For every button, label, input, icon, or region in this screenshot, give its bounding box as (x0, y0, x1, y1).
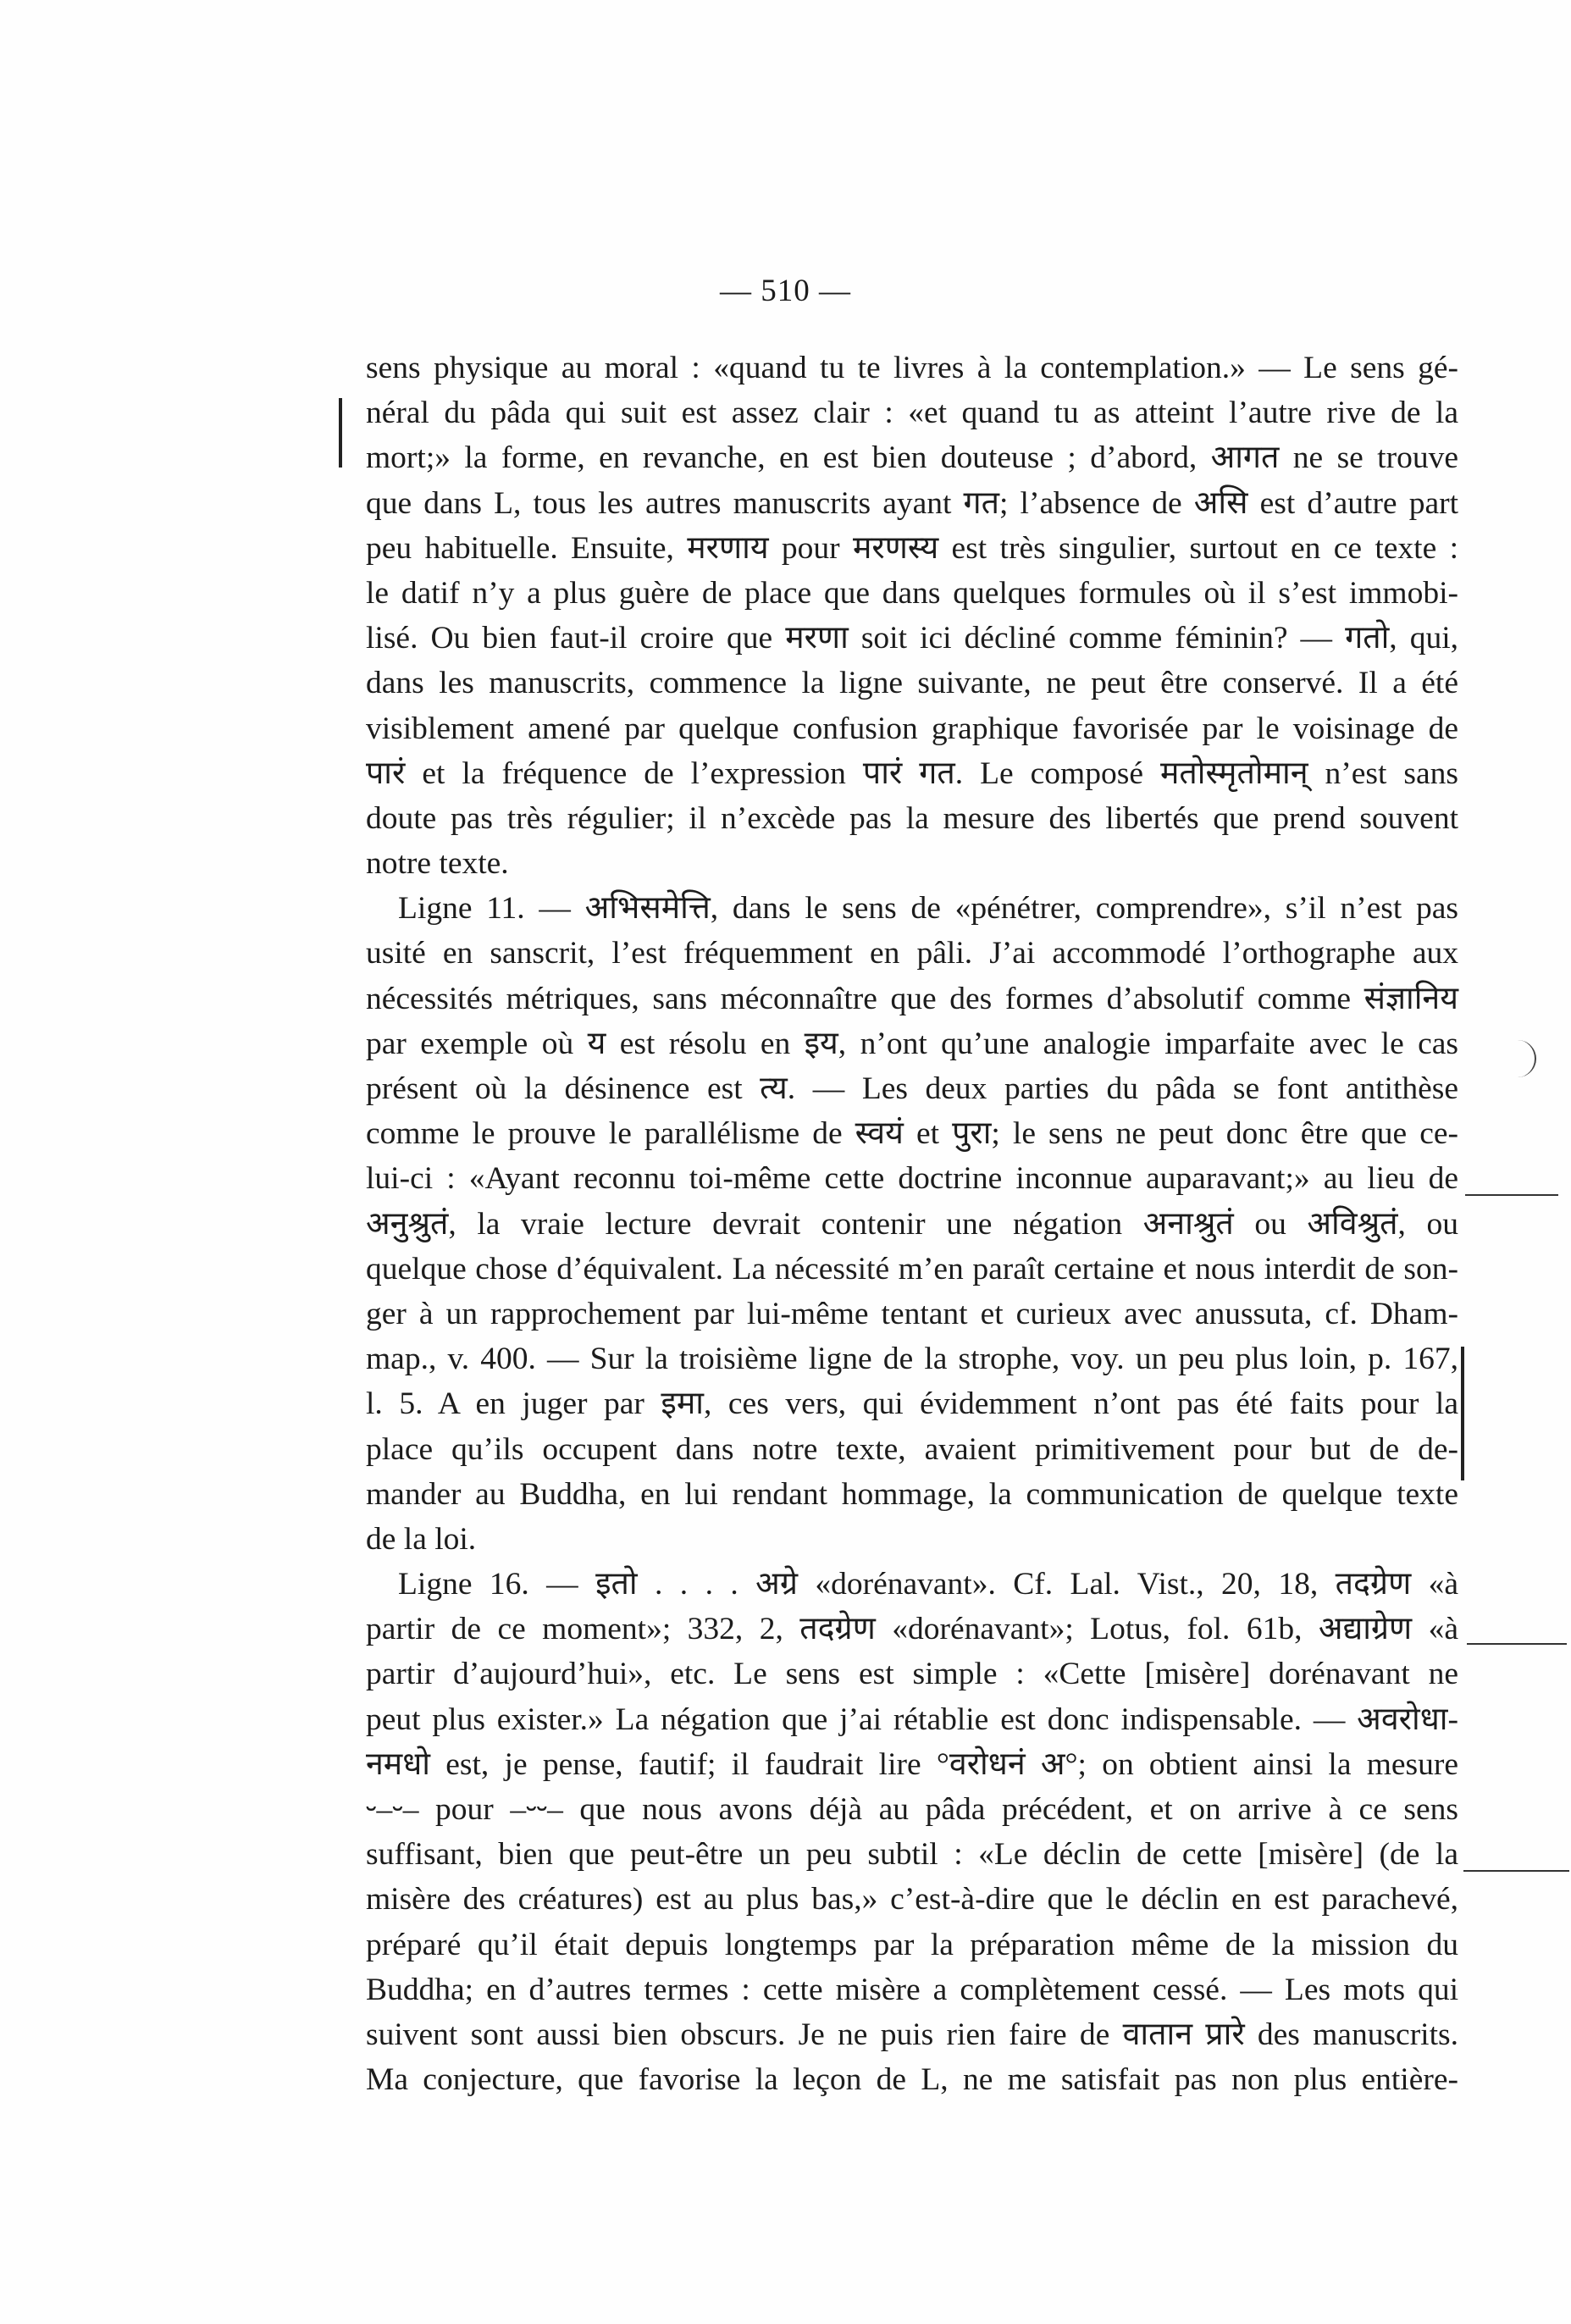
margin-bracket-left (339, 398, 342, 468)
text-line: lui-ci : «Ayant reconnu toi-même cette doctrine inconnue auparavant;» au lieu de (366, 1161, 1458, 1197)
text-line: préparé qu’il était depuis longtemps par la préparation même de la mission du (366, 1927, 1458, 1962)
text-line: par exemple où य est résolu en इय, n’ont qu’une analogie imparfaite avec le cas (366, 1026, 1458, 1061)
text-line: que dans L, tous les autres manuscrits ayant गत; l’absence de असि est d’autre part (366, 485, 1458, 521)
text-line: नमधो est, je pense, fautif; il faudrait lire °वरोधनं अ°; on obtient ainsi la mesure (366, 1746, 1458, 1782)
text-line: nécessités métriques, sans méconnaître que des formes d’absolutif comme संज्ञानिय (366, 981, 1458, 1016)
page-number: — 510 — (720, 274, 851, 308)
text-line: notre texte. (366, 846, 509, 882)
text-line: néral du pâda qui suit est assez clair : «et quand tu as atteint l’autre rive de la (366, 396, 1458, 431)
text-line: misère des créatures) est au plus bas,» c’est-à-dire que le déclin en est parachevé, (366, 1882, 1458, 1917)
text-line: dans les manuscrits, commence la ligne suivante, ne peut être conservé. Il a été (366, 666, 1458, 701)
main-text-block (366, 346, 1458, 2102)
text-line: doute pas très régulier; il n’excède pas la mesure des libertés que prend souvent (366, 800, 1458, 836)
text-line: mort;» la forme, en revanche, en est bien douteuse ; d’abord, आगत ne se trouve (366, 440, 1458, 476)
text-line: présent où la désinence est त्य. — Les deux parties du pâda se font antithèse (366, 1071, 1458, 1106)
text-line: partir d’aujourd’hui», etc. Le sens est simple : «Cette [misère] dorénavant ne (366, 1657, 1458, 1692)
text-line: peut plus exister.» La négation que j’ai rétablie est donc indispensable. — अवरोधा- (366, 1702, 1458, 1737)
text-line: अनुश्रुतं, la vraie lecture devrait contenir une négation अनाश्रुतं ou अविश्रुतं, ou (366, 1206, 1458, 1242)
text-line: l. 5. A en juger par इमा, ces vers, qui évidemment n’ont pas été faits pour la (366, 1386, 1458, 1422)
text-line: le datif n’y a plus guère de place que dans quelques formules où il s’est immobi- (366, 575, 1458, 611)
margin-bracket-right (1461, 1347, 1464, 1480)
margin-squiggle-mark (1516, 1040, 1536, 1077)
text-line: quelque chose d’équivalent. La nécessité m’en paraît certaine et nous interdit de son- (366, 1251, 1458, 1286)
text-line: place qu’ils occupent dans notre texte, avaient primitivement pour but de de- (366, 1431, 1458, 1467)
paragraph-start-line: Ligne 11. — अभिसमेत्ति, dans le sens de «pénétrer, comprendre», s’il n’est pas (398, 891, 1458, 927)
text-line: पारं et la fréquence de l’expression पारं गत. Le composé मतोस्मृतोमान् n’est sans (366, 755, 1458, 791)
text-line: comme le prouve le parallélisme de स्वयं et पुरा; le sens ne peut donc être que ce- (366, 1116, 1458, 1152)
paragraph-start-line: Ligne 16. — इतो . . . . अग्रे «dorénavant». Cf. Lal. Vist., 20, 18, तदग्रेण «à (398, 1567, 1458, 1602)
text-line: ger à un rapprochement par lui-même tentant et curieux avec anussuta, cf. Dham- (366, 1296, 1458, 1331)
text-line: map., v. 400. — Sur la troisième ligne de la strophe, voy. un peu plus loin, p. 167, (366, 1342, 1458, 1377)
text-line: mander au Buddha, en lui rendant hommage, la communication de quelque texte (366, 1476, 1458, 1512)
text-line: peu habituelle. Ensuite, मरणाय pour मरणस्य est très singulier, surtout en ce texte : (366, 530, 1458, 566)
text-line: sens physique au moral : «quand tu te livres à la contemplation.» — Le sens gé- (366, 351, 1458, 385)
margin-dash-mark (1463, 1870, 1569, 1872)
text-line: partir de ce moment»; 332, 2, तदग्रेण «dorénavant»; Lotus, fol. 61b, अद्याग्रेण «à (366, 1612, 1458, 1647)
text-line: ⏑–⏑– pour –⏑⏑– que nous avons déjà au pâda précédent, et on arrive à ce sens (366, 1792, 1458, 1827)
text-line: visiblement amené par quelque confusion graphique favorisée par le voisinage de (366, 711, 1458, 746)
text-line: de la loi. (366, 1521, 477, 1557)
text-line: lisé. Ou bien faut-il croire que मरणा soit ici décliné comme féminin? — गतो, qui, (366, 621, 1458, 656)
text-line: suivent sont aussi bien obscurs. Je ne puis rien faire de वातान प्रारे des manuscrits. (366, 2017, 1458, 2052)
margin-dash-mark (1465, 1194, 1558, 1196)
text-line: suffisant, bien que peut-être un peu subtil : «Le déclin de cette [misère] (de la (366, 1837, 1458, 1873)
margin-dash-mark (1467, 1643, 1567, 1645)
text-line: usité en sanscrit, l’est fréquemment en pâli. J’ai accommodé l’orthographe aux (366, 936, 1458, 971)
text-line: Buddha; en d’autres termes : cette misère a complètement cessé. — Les mots qui (366, 1972, 1458, 2007)
text-line: Ma conjecture, que favorise la leçon de L, ne me satisfait pas non plus entière- (366, 2062, 1458, 2098)
